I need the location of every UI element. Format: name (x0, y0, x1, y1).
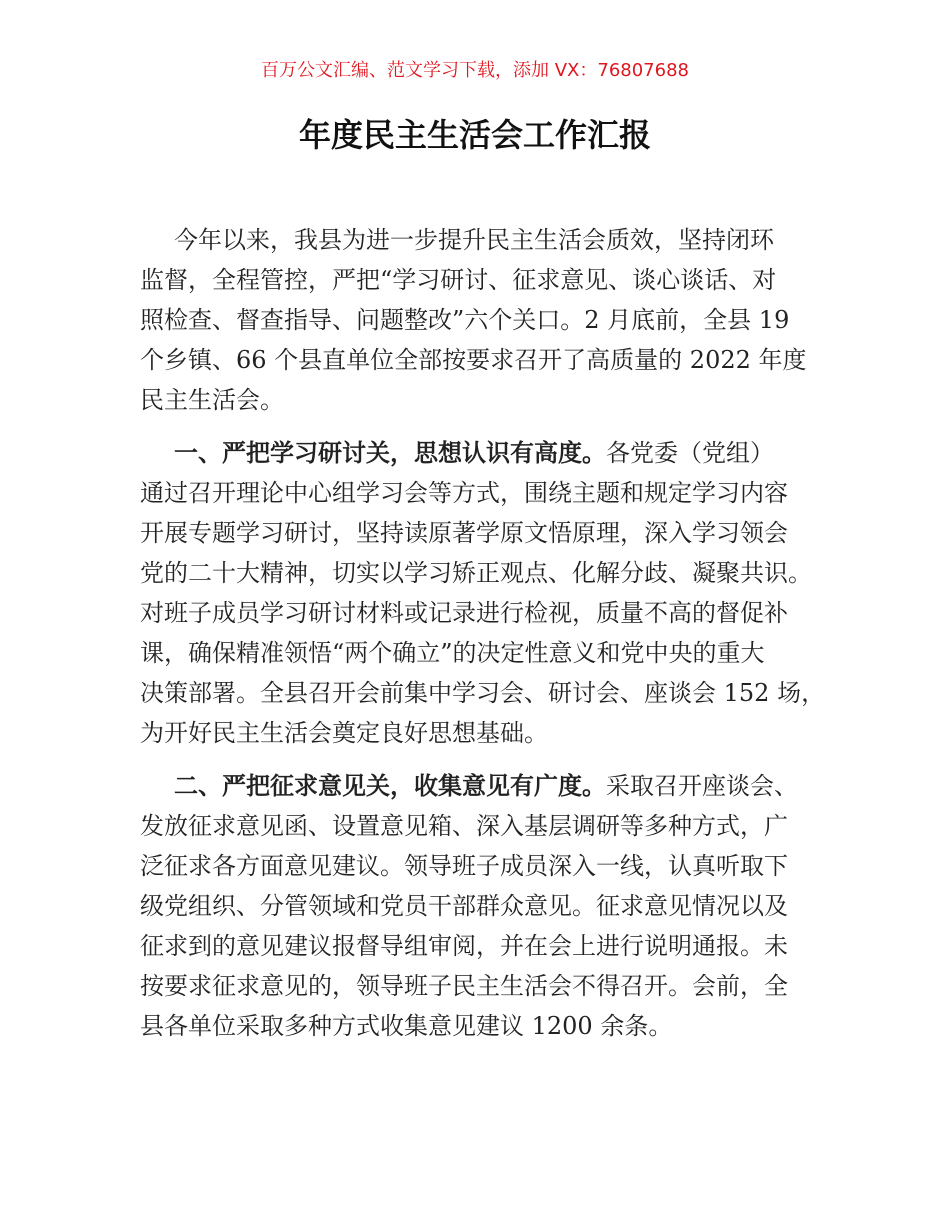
text-line (140, 593, 840, 633)
line-text: 级党组织、分管领域和党员干部群众意见。征求意见情况以及 (140, 892, 788, 920)
line-text: 发放征求意见函、设置意见箱、深入基层调研等多种方式，广 (140, 812, 788, 840)
line-text: 泛征求各方面意见建议。领导班子成员深入一线，认真听取下 (140, 852, 788, 880)
text-line (140, 513, 840, 553)
section-heading: 二、严把征求意见关，收集意见有广度。 (174, 771, 606, 800)
line-text: 通过召开理论中心组学习会等方式，围绕主题和规定学习内容 (140, 479, 788, 507)
line-text: 党的二十大精神，切实以学习矫正观点、化解分歧、凝聚共识。 (140, 559, 812, 587)
line-text: 各党委（党组） (606, 439, 774, 467)
line-text: 决策部署。全县召开会前集中学习会、研讨会、座谈会 152 场， (140, 679, 826, 707)
line-text: 按要求征求意见的，领导班子民主生活会不得召开。会前，全 (140, 972, 788, 1000)
line-text: 开展专题学习研讨，坚持读原著学原文悟原理，深入学习领会 (140, 519, 788, 547)
line-text: 征求到的意见建议报督导组审阅，并在会上进行说明通报。未 (140, 932, 788, 960)
text-line (140, 806, 840, 846)
text-line (140, 473, 840, 513)
line-text: 监督，全程管控，严把“学习研讨、征求意见、谈心谈话、对 (140, 266, 777, 294)
section-heading: 一、严把学习研讨关，思想认识有高度。 (174, 438, 606, 467)
line-text: 对班子成员学习研讨材料或记录进行检视，质量不高的督促补 (140, 599, 788, 627)
text-line (140, 380, 840, 420)
text-line (140, 766, 840, 806)
text-line (140, 846, 840, 886)
watermark-header: 百万公文汇编、范文学习下载，添加 VX：76807688 (261, 60, 689, 81)
paragraph (140, 220, 840, 420)
paragraph (140, 433, 840, 753)
text-line (140, 340, 840, 380)
document-body (140, 220, 840, 1059)
text-line (140, 966, 840, 1006)
line-text: 采取召开座谈会、 (606, 772, 798, 800)
line-text: 课，确保精准领悟“两个确立”的决定性意义和党中央的重大 (140, 639, 765, 667)
line-text: 县各单位采取多种方式收集意见建议 1200 余条。 (140, 1012, 673, 1040)
text-line (140, 433, 840, 473)
line-text: 为开好民主生活会奠定良好思想基础。 (140, 719, 548, 747)
document-title: 年度民主生活会工作汇报 (298, 116, 651, 154)
text-line (140, 713, 840, 753)
text-line (140, 300, 840, 340)
paragraph (140, 766, 840, 1046)
text-line (140, 886, 840, 926)
text-line (140, 926, 840, 966)
text-line (140, 260, 840, 300)
line-text: 今年以来，我县为进一步提升民主生活会质效，坚持闭环 (174, 226, 774, 254)
text-line (140, 633, 840, 673)
line-text: 民主生活会。 (140, 386, 284, 414)
text-line (140, 553, 840, 593)
line-text: 照检查、督查指导、问题整改”六个关口。2 月底前，全县 19 (140, 306, 790, 334)
text-line (140, 673, 840, 713)
text-line (140, 220, 840, 260)
line-text: 个乡镇、66 个县直单位全部按要求召开了高质量的 2022 年度 (140, 346, 807, 374)
text-line (140, 1006, 840, 1046)
